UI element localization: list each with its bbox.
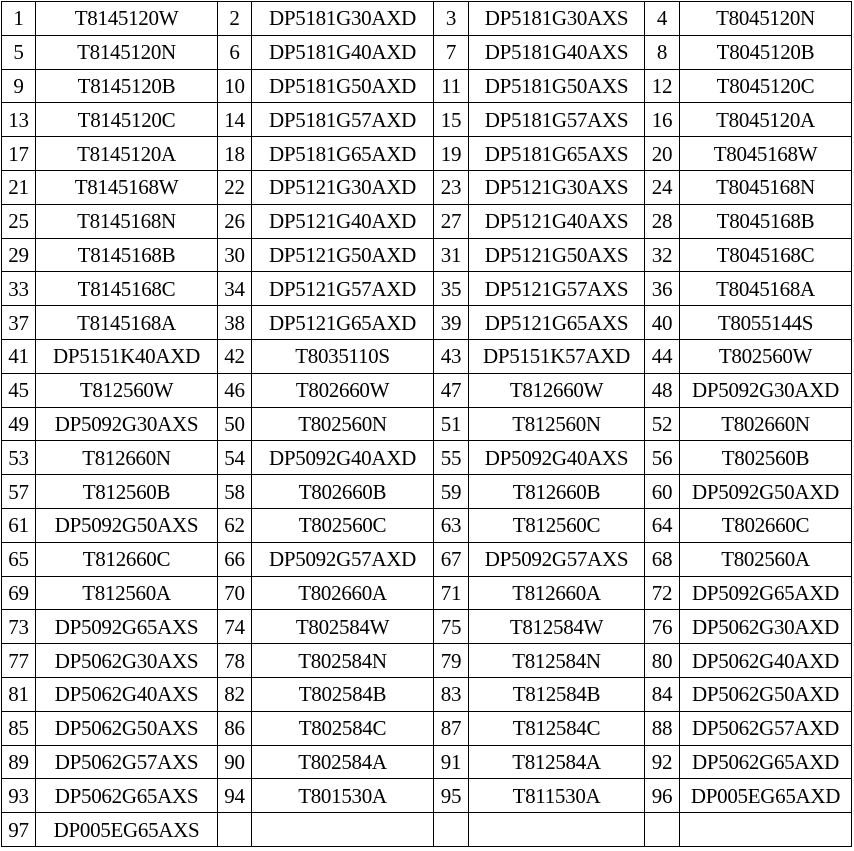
index-cell: 8 (645, 35, 680, 69)
index-cell: 67 (434, 542, 469, 576)
table-row (2, 35, 852, 69)
index-cell: 80 (645, 644, 680, 678)
index-cell (645, 813, 680, 847)
table-row (2, 306, 852, 340)
index-cell: 9 (2, 69, 36, 103)
index-cell: 43 (434, 339, 469, 373)
table-row (2, 170, 852, 204)
index-cell: 74 (218, 610, 252, 644)
index-cell: 88 (645, 711, 680, 745)
part-code-cell: T802584W (252, 610, 434, 644)
table-row (2, 610, 852, 644)
index-cell: 7 (434, 35, 469, 69)
index-cell: 13 (2, 103, 36, 137)
part-code-cell: T812584C (469, 711, 645, 745)
index-cell: 36 (645, 272, 680, 306)
part-code-cell: DP5062G40AXD (680, 644, 852, 678)
part-code-cell: T812660C (36, 542, 218, 576)
part-code-cell: T812584A (469, 745, 645, 779)
index-cell: 12 (645, 69, 680, 103)
part-code-cell: DP5062G30AXD (680, 610, 852, 644)
index-cell: 64 (645, 508, 680, 542)
table-row (2, 779, 852, 813)
index-cell: 91 (434, 745, 469, 779)
index-cell: 70 (218, 576, 252, 610)
index-cell: 77 (2, 644, 36, 678)
index-cell: 53 (2, 441, 36, 475)
index-cell (434, 813, 469, 847)
table-row (2, 2, 852, 36)
index-cell: 56 (645, 441, 680, 475)
index-cell: 10 (218, 69, 252, 103)
part-code-cell: T802660W (252, 373, 434, 407)
table-row (2, 441, 852, 475)
part-code-cell: DP5181G65AXD (252, 137, 434, 171)
index-cell: 47 (434, 373, 469, 407)
index-cell: 22 (218, 170, 252, 204)
index-cell: 3 (434, 2, 469, 36)
part-code-cell: T8145120W (36, 2, 218, 36)
index-cell: 84 (645, 677, 680, 711)
part-code-cell: DP5181G30AXD (252, 2, 434, 36)
index-cell: 24 (645, 170, 680, 204)
index-cell: 69 (2, 576, 36, 610)
part-code-cell: T812560C (469, 508, 645, 542)
index-cell: 1 (2, 2, 36, 36)
table-row (2, 204, 852, 238)
index-cell: 39 (434, 306, 469, 340)
table-row (2, 69, 852, 103)
index-cell: 35 (434, 272, 469, 306)
index-cell: 2 (218, 2, 252, 36)
part-code-cell: DP5181G65AXS (469, 137, 645, 171)
index-cell: 92 (645, 745, 680, 779)
part-code-cell: T8045120A (680, 103, 852, 137)
part-code-cell: DP5181G57AXD (252, 103, 434, 137)
index-cell: 59 (434, 475, 469, 509)
part-code-cell: DP5062G50AXS (36, 711, 218, 745)
part-code-cell: T812660A (469, 576, 645, 610)
part-code-cell: DP5062G57AXS (36, 745, 218, 779)
part-code-cell: T802660A (252, 576, 434, 610)
part-code-cell: DP5181G30AXS (469, 2, 645, 36)
part-code-cell: T812560B (36, 475, 218, 509)
index-cell: 18 (218, 137, 252, 171)
part-code-cell: DP5121G30AXS (469, 170, 645, 204)
part-code-cell: T802660B (252, 475, 434, 509)
index-cell: 71 (434, 576, 469, 610)
part-code-cell: DP5181G50AXD (252, 69, 434, 103)
part-code-cell: T8145168B (36, 238, 218, 272)
part-code-cell: T812584B (469, 677, 645, 711)
index-cell: 23 (434, 170, 469, 204)
index-cell: 96 (645, 779, 680, 813)
index-cell: 50 (218, 407, 252, 441)
index-cell: 78 (218, 644, 252, 678)
index-cell: 45 (2, 373, 36, 407)
index-cell: 68 (645, 542, 680, 576)
part-code-cell: DP5121G30AXD (252, 170, 434, 204)
part-code-cell: DP5121G65AXS (469, 306, 645, 340)
part-code-cell: DP5062G30AXS (36, 644, 218, 678)
part-code-cell: T8035110S (252, 339, 434, 373)
part-code-cell: T801530A (252, 779, 434, 813)
part-number-table (1, 1, 852, 847)
table-row (2, 711, 852, 745)
index-cell: 66 (218, 542, 252, 576)
index-cell: 15 (434, 103, 469, 137)
part-code-cell (680, 813, 852, 847)
index-cell: 60 (645, 475, 680, 509)
index-cell: 25 (2, 204, 36, 238)
part-code-cell: DP5062G65AXD (680, 745, 852, 779)
part-code-cell: T802560B (680, 441, 852, 475)
part-code-cell: T8145168C (36, 272, 218, 306)
index-cell: 49 (2, 407, 36, 441)
table-row (2, 475, 852, 509)
table-row (2, 745, 852, 779)
index-cell: 86 (218, 711, 252, 745)
index-cell: 85 (2, 711, 36, 745)
part-code-cell: DP5062G57AXD (680, 711, 852, 745)
part-code-cell: T8045168B (680, 204, 852, 238)
table-row (2, 677, 852, 711)
part-code-cell: T802560C (252, 508, 434, 542)
index-cell: 73 (2, 610, 36, 644)
part-code-cell: DP5121G65AXD (252, 306, 434, 340)
table-row (2, 272, 852, 306)
part-code-cell: DP5092G65AXD (680, 576, 852, 610)
part-code-cell: DP5121G50AXD (252, 238, 434, 272)
part-code-cell: DP5181G40AXS (469, 35, 645, 69)
index-cell: 52 (645, 407, 680, 441)
part-code-cell: DP5151K57AXD (469, 339, 645, 373)
part-code-cell: DP5092G50AXD (680, 475, 852, 509)
index-cell: 63 (434, 508, 469, 542)
index-cell: 46 (218, 373, 252, 407)
index-cell: 97 (2, 813, 36, 847)
part-code-cell: T812560W (36, 373, 218, 407)
part-code-cell (469, 813, 645, 847)
part-code-cell: T8045120N (680, 2, 852, 36)
part-code-cell: T802560W (680, 339, 852, 373)
index-cell: 75 (434, 610, 469, 644)
part-code-cell: DP5092G40AXS (469, 441, 645, 475)
table-row (2, 407, 852, 441)
index-cell: 81 (2, 677, 36, 711)
part-code-cell: T8045168C (680, 238, 852, 272)
table-row (2, 339, 852, 373)
index-cell: 38 (218, 306, 252, 340)
part-code-cell: DP5062G50AXD (680, 677, 852, 711)
part-code-cell: DP5092G57AXD (252, 542, 434, 576)
part-code-cell: T8145120B (36, 69, 218, 103)
index-cell: 28 (645, 204, 680, 238)
table-row (2, 103, 852, 137)
part-code-cell: T8045168W (680, 137, 852, 171)
index-cell: 6 (218, 35, 252, 69)
index-cell: 62 (218, 508, 252, 542)
table-row (2, 508, 852, 542)
part-code-cell: T812660W (469, 373, 645, 407)
part-code-cell: T8045120B (680, 35, 852, 69)
part-code-cell: DP5121G50AXS (469, 238, 645, 272)
part-code-cell: T802660N (680, 407, 852, 441)
index-cell: 95 (434, 779, 469, 813)
index-cell: 34 (218, 272, 252, 306)
part-code-cell: T8145168A (36, 306, 218, 340)
part-code-cell: T8045120C (680, 69, 852, 103)
part-code-cell: DP5121G40AXS (469, 204, 645, 238)
index-cell: 51 (434, 407, 469, 441)
part-code-cell: T812584W (469, 610, 645, 644)
index-cell: 31 (434, 238, 469, 272)
part-code-cell: T802584C (252, 711, 434, 745)
index-cell: 54 (218, 441, 252, 475)
table-row (2, 576, 852, 610)
part-code-cell (252, 813, 434, 847)
part-code-cell: T802584N (252, 644, 434, 678)
index-cell: 27 (434, 204, 469, 238)
part-code-cell: T802560A (680, 542, 852, 576)
part-code-cell: T8145120C (36, 103, 218, 137)
index-cell: 93 (2, 779, 36, 813)
index-cell: 19 (434, 137, 469, 171)
index-cell: 17 (2, 137, 36, 171)
index-cell: 33 (2, 272, 36, 306)
part-code-cell: T811530A (469, 779, 645, 813)
index-cell: 16 (645, 103, 680, 137)
part-code-cell: DP5092G30AXD (680, 373, 852, 407)
table-row (2, 644, 852, 678)
index-cell: 32 (645, 238, 680, 272)
index-cell: 90 (218, 745, 252, 779)
index-cell: 29 (2, 238, 36, 272)
index-cell: 30 (218, 238, 252, 272)
part-code-cell: DP5062G65AXS (36, 779, 218, 813)
table-row (2, 238, 852, 272)
part-code-cell: DP5121G57AXD (252, 272, 434, 306)
part-code-cell: T812560A (36, 576, 218, 610)
part-code-cell: DP5181G40AXD (252, 35, 434, 69)
part-code-cell: DP5181G57AXS (469, 103, 645, 137)
part-code-cell: T8145120A (36, 137, 218, 171)
part-code-cell: T812660B (469, 475, 645, 509)
index-cell: 14 (218, 103, 252, 137)
index-cell: 11 (434, 69, 469, 103)
part-code-cell: DP5092G57AXS (469, 542, 645, 576)
part-code-cell: T802660C (680, 508, 852, 542)
index-cell: 37 (2, 306, 36, 340)
index-cell: 41 (2, 339, 36, 373)
part-code-cell: T812660N (36, 441, 218, 475)
part-code-cell: DP5092G30AXS (36, 407, 218, 441)
index-cell: 83 (434, 677, 469, 711)
part-code-cell: DP005EG65AXS (36, 813, 218, 847)
part-code-cell: T8145168W (36, 170, 218, 204)
index-cell: 72 (645, 576, 680, 610)
index-cell (218, 813, 252, 847)
index-cell: 21 (2, 170, 36, 204)
part-code-cell: DP005EG65AXD (680, 779, 852, 813)
part-code-cell: T8145120N (36, 35, 218, 69)
index-cell: 57 (2, 475, 36, 509)
part-code-cell: DP5062G40AXS (36, 677, 218, 711)
part-code-cell: DP5121G40AXD (252, 204, 434, 238)
table-row (2, 373, 852, 407)
index-cell: 48 (645, 373, 680, 407)
part-code-cell: DP5181G50AXS (469, 69, 645, 103)
index-cell: 76 (645, 610, 680, 644)
index-cell: 55 (434, 441, 469, 475)
table-row (2, 137, 852, 171)
index-cell: 26 (218, 204, 252, 238)
part-code-cell: T812584N (469, 644, 645, 678)
index-cell: 94 (218, 779, 252, 813)
index-cell: 87 (434, 711, 469, 745)
part-code-cell: DP5121G57AXS (469, 272, 645, 306)
index-cell: 42 (218, 339, 252, 373)
part-code-cell: T802584A (252, 745, 434, 779)
index-cell: 40 (645, 306, 680, 340)
table-body (2, 2, 852, 847)
index-cell: 4 (645, 2, 680, 36)
part-code-cell: T8045168N (680, 170, 852, 204)
part-code-cell: T802584B (252, 677, 434, 711)
part-code-cell: T802560N (252, 407, 434, 441)
part-code-cell: T812560N (469, 407, 645, 441)
part-code-cell: T8045168A (680, 272, 852, 306)
part-code-cell: T8055144S (680, 306, 852, 340)
index-cell: 44 (645, 339, 680, 373)
part-code-cell: DP5092G50AXS (36, 508, 218, 542)
part-code-cell: DP5092G65AXS (36, 610, 218, 644)
part-code-cell: T8145168N (36, 204, 218, 238)
part-code-cell: DP5151K40AXD (36, 339, 218, 373)
index-cell: 5 (2, 35, 36, 69)
table-row (2, 542, 852, 576)
index-cell: 20 (645, 137, 680, 171)
table-row (2, 813, 852, 847)
index-cell: 79 (434, 644, 469, 678)
index-cell: 58 (218, 475, 252, 509)
index-cell: 82 (218, 677, 252, 711)
index-cell: 65 (2, 542, 36, 576)
index-cell: 61 (2, 508, 36, 542)
index-cell: 89 (2, 745, 36, 779)
part-code-cell: DP5092G40AXD (252, 441, 434, 475)
